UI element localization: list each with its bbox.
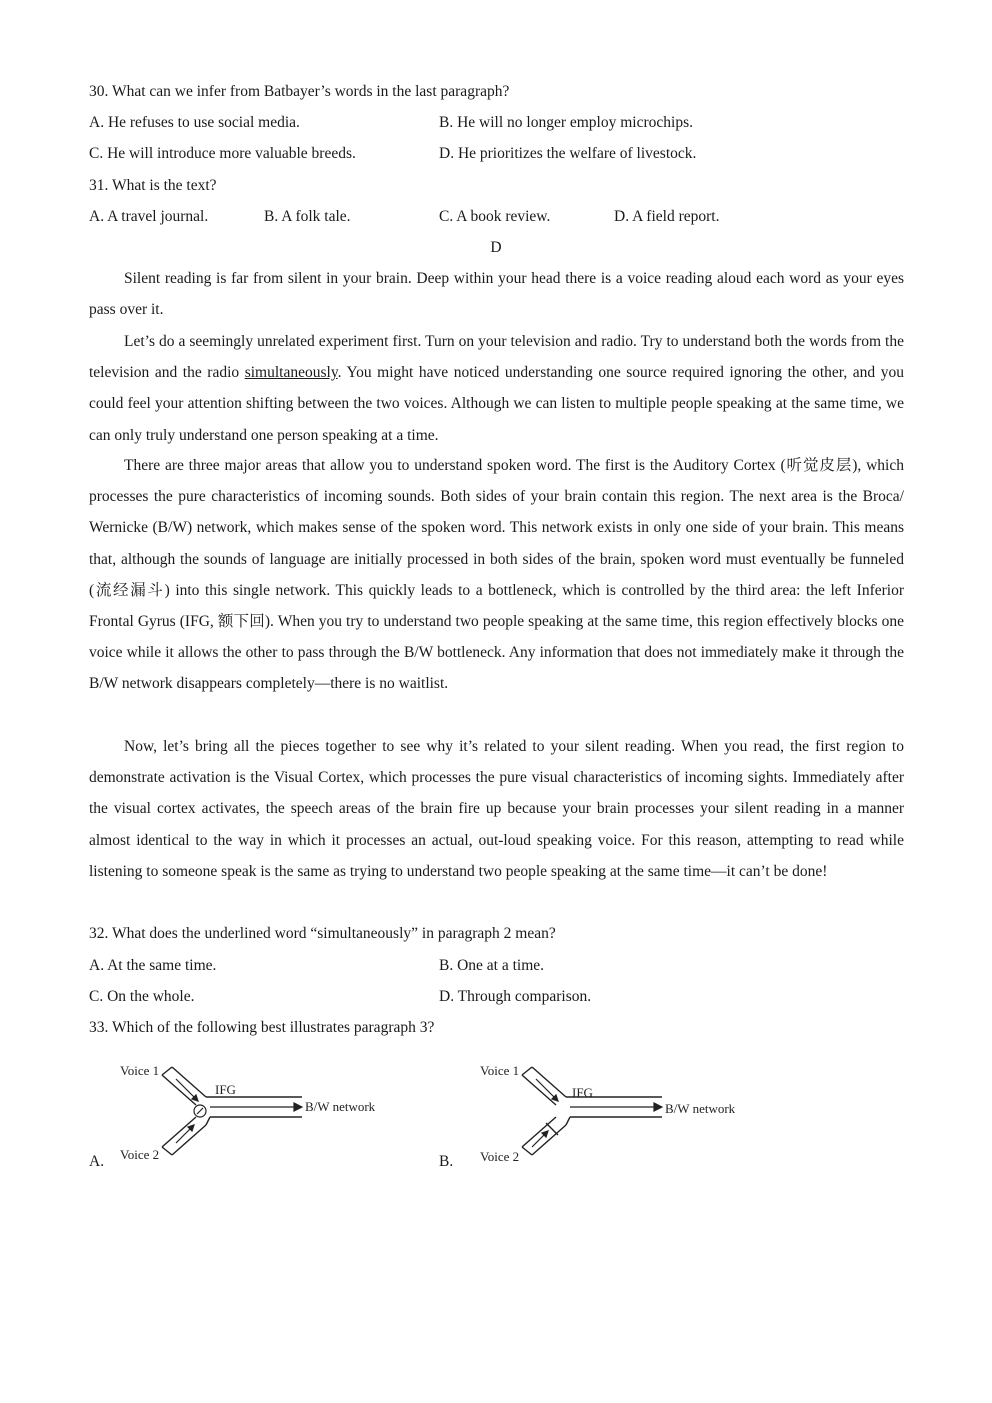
q31-option-b: B. A folk tale.: [264, 208, 351, 225]
q30-option-c: C. He will introduce more valuable breeds.: [89, 145, 356, 162]
q31-stem: 31. What is the text?: [89, 177, 217, 194]
figure-b-voice1: Voice 1: [480, 1063, 520, 1078]
q30-option-d: D. He prioritizes the welfare of livestock.: [439, 145, 697, 162]
figure-a-voice1: Voice 1: [120, 1063, 160, 1078]
q33-option-b-label: B.: [439, 1153, 454, 1170]
passage-paragraph-1: Silent reading is far from silent in your brain. Deep within your head there is a voice reading aloud each word as your eyes pass over it.: [89, 270, 904, 319]
section-letter: D: [490, 239, 502, 256]
q32-option-a: A. At the same time.: [89, 957, 217, 974]
p2-text-after: . You might have noticed understanding one source required ignoring the other, and you could feel your attention shifting between the two voices. Although we can listen to multiple people speaking at the same time, we can only truly understand one person speaking at a time.: [89, 364, 904, 444]
q33-option-a-label: A.: [89, 1153, 105, 1170]
q30-stem: 30. What can we infer from Batbayer’s words in the last paragraph?: [89, 83, 510, 100]
q32-option-c: C. On the whole.: [89, 988, 195, 1005]
q31-option-d: D. A field report.: [614, 208, 720, 225]
q30-option-b: B. He will no longer employ microchips.: [439, 114, 693, 131]
q32-stem: 32. What does the underlined word “simultaneously” in paragraph 2 mean?: [89, 925, 556, 942]
passage-paragraph-2: [89, 326, 904, 451]
q32-option-d: D. Through comparison.: [439, 988, 592, 1005]
q31-option-c: C. A book review.: [439, 208, 551, 225]
figure-a-bw-network: B/W network: [305, 1099, 376, 1114]
figure-b-voice2: Voice 2: [480, 1149, 520, 1164]
q31-option-a: A. A travel journal.: [89, 208, 209, 225]
p2-text-before: Let’s do a seemingly unrelated experiment first. Turn on your television and radio. Try to understand both the words from the television and the radio: [89, 333, 904, 382]
figure-a-ifg: IFG: [215, 1082, 236, 1097]
figure-a-voice2: Voice 2: [120, 1147, 160, 1162]
passage-paragraph-4: Now, let’s bring all the pieces together to see why it’s related to your silent reading. When you read, the first region to demonstrate activation is the Visual Cortex, which processes the pure visual characteristics of incoming sights. Immediately after the visual cortex activates, the speech areas of the brain fire up because your brain processes your silent reading in a manner almost identical to the way in which it processes an actual, out-loud speaking voice. For this reason, attempting to read while listening to someone speak is the same as trying to understand two people speaking at the same time—it can’t be done!: [89, 738, 904, 880]
q33-figure-b: [470, 1055, 760, 1170]
figure-b-bw-network: B/W network: [665, 1101, 736, 1116]
q33-stem: 33. Which of the following best illustrates paragraph 3?: [89, 1019, 435, 1036]
q32-option-b: B. One at a time.: [439, 957, 545, 974]
underlined-word: simultaneously: [244, 364, 338, 382]
figure-b-ifg: IFG: [572, 1085, 593, 1100]
q33-figure-a: [110, 1055, 400, 1170]
passage-paragraph-3: There are three major areas that allow you to understand spoken word. The first is the Auditory Cortex (听觉皮层), which processes the pure characteristics of incoming sounds. Both sides of your brain contain this region. The next area is the Broca/ Wernicke (B/W) network, which makes sense of the spoken word. This network exists in only one side of your brain. This means that, although the sounds of language are initially processed in both sides of the brain, spoken word must eventually be funneled (流经漏斗) into this single network. This quickly leads to a bottleneck, which is controlled by the third area: the left Inferior Frontal Gyrus (IFG, 额下回). When you try to understand two people speaking at the same time, this region effectively blocks one voice while it allows the other to pass through the B/W bottleneck. Any information that does not immediately make it through the B/W network disappears completely—there is no waitlist.: [89, 457, 904, 693]
q30-option-a: A. He refuses to use social media.: [89, 114, 300, 131]
